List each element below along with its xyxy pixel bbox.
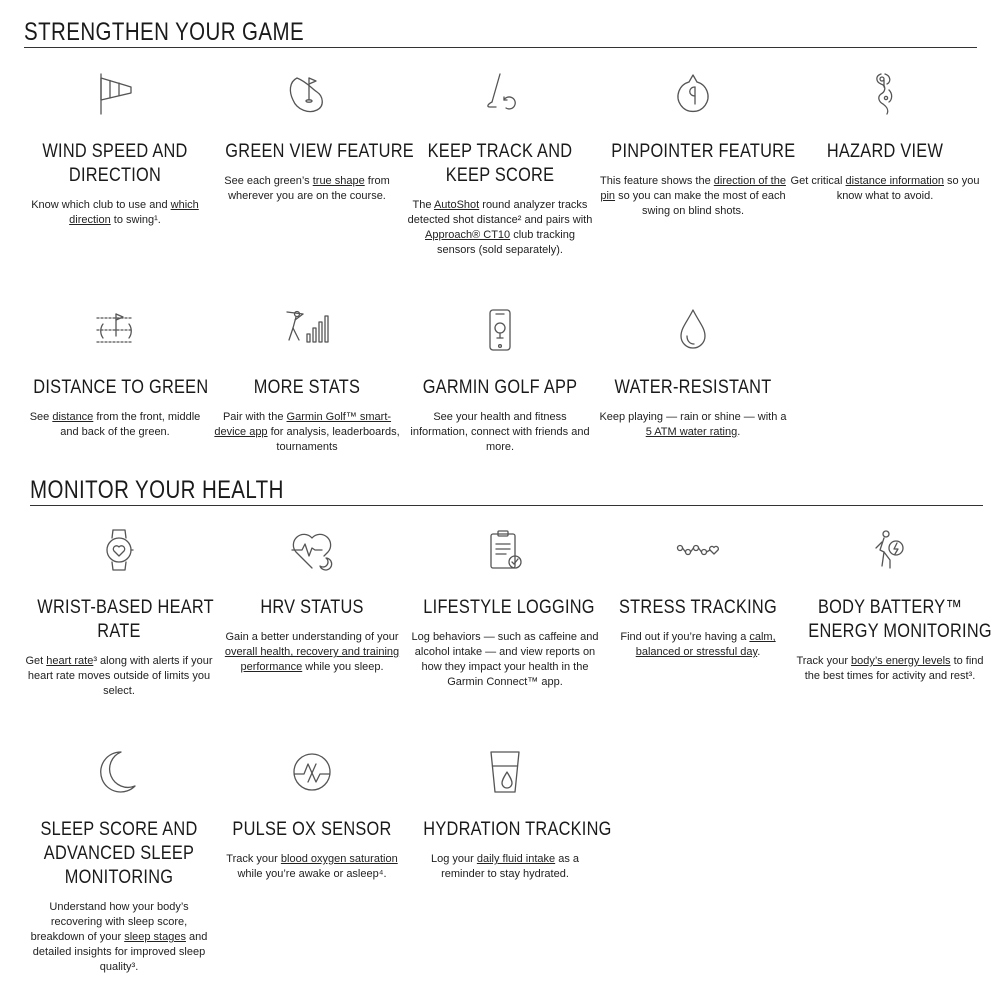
- watch-heart-icon: [95, 526, 143, 574]
- which-direction-link[interactable]: which direction: [69, 199, 199, 226]
- green-flag-icon: [283, 70, 331, 118]
- golf-club-icon: [476, 70, 524, 118]
- feature-description: Track your blood oxygen saturation while you’re awake or asleep⁴.: [226, 853, 398, 880]
- feature-water-resistant: [598, 306, 788, 440]
- autoshot-link[interactable]: AutoShot: [433, 199, 480, 211]
- hrv-heart-icon: [288, 526, 336, 574]
- feature-wind-speed: [20, 70, 210, 228]
- section-title: STRENGTHEN YOUR GAME: [24, 18, 305, 46]
- feature-title: WRIST-BASED HEART RATE: [37, 597, 214, 642]
- feature-distance-to-green: [20, 306, 210, 440]
- true-shape-link[interactable]: true shape: [312, 175, 365, 187]
- feature-description: Get heart rate³ along with alerts if your heart rate moves outside of limits you select.: [25, 655, 213, 697]
- feature-title: WIND SPEED AND DIRECTION: [42, 141, 188, 186]
- feature-green-view: [212, 70, 414, 204]
- stress-wave-icon: [674, 526, 722, 574]
- feature-pinpointer: [598, 70, 796, 219]
- feature-description: Gain a better understanding of your overall health, recovery and training performance while you sleep.: [224, 631, 400, 673]
- direction-of-pin-link[interactable]: direction of the pin: [600, 175, 786, 202]
- distance-link[interactable]: distance: [52, 411, 94, 423]
- windsock-icon: [91, 70, 139, 118]
- feature-title: WATER-RESISTANT: [614, 377, 772, 398]
- feature-description: Track your body’s energy levels to find the best times for activity and rest³.: [796, 655, 984, 682]
- feature-description: Log your daily fluid intake as a reminder to stay hydrated.: [430, 853, 579, 880]
- blood-oxygen-link[interactable]: blood oxygen saturation: [280, 853, 398, 865]
- feature-description: Understand how your body’s recovering with sleep score, breakdown of your sleep stages and detailed insights for improved sleep quality³.: [30, 901, 208, 973]
- body-battery-icon: [866, 526, 914, 574]
- feature-wrist-heart-rate: [24, 526, 214, 699]
- body-energy-link[interactable]: body’s energy levels: [851, 655, 951, 667]
- water-drop-icon: [669, 306, 717, 354]
- feature-more-stats: [212, 306, 402, 455]
- heart-rate-link[interactable]: heart rate: [46, 655, 94, 667]
- calm-balanced-link[interactable]: calm, balanced or stressful day: [635, 631, 776, 658]
- hazard-icon: [861, 70, 909, 118]
- feature-description: Pair with the Garmin Golf™ smart-device app for analysis, leaderboards, tournaments: [214, 411, 400, 453]
- feature-title: HRV STATUS: [260, 597, 364, 618]
- moon-icon: [95, 748, 143, 796]
- overall-health-link[interactable]: overall health, recovery and training performance: [224, 646, 400, 673]
- feature-title: LIFESTYLE LOGGING: [423, 597, 595, 618]
- section-header-strengthen: [24, 12, 977, 48]
- feature-title: BODY BATTERY™ ENERGY MONITORING: [808, 597, 992, 642]
- water-rating-link[interactable]: 5 ATM water rating: [645, 426, 738, 438]
- distance-green-icon: [91, 306, 139, 354]
- feature-title: SLEEP SCORE AND ADVANCED SLEEP MONITORING: [40, 819, 198, 888]
- feature-hrv-status: [217, 526, 407, 675]
- feature-sleep-score: [24, 748, 214, 975]
- water-glass-icon: [481, 748, 529, 796]
- feature-body-battery: [795, 526, 992, 684]
- feature-description: Log behaviors — such as caffeine and alcohol intake — and view reports on how they impact your health in the Garmin Connect™ app.: [411, 631, 599, 688]
- garmin-golf-app-link[interactable]: Garmin Golf™ smart-device app: [214, 411, 392, 438]
- feature-description: See your health and fitness information, connect with friends and more.: [410, 411, 590, 453]
- feature-description: Get critical distance information so you know what to avoid.: [790, 175, 980, 202]
- feature-title: PULSE OX SENSOR: [232, 819, 392, 840]
- pulse-ox-icon: [288, 748, 336, 796]
- feature-hydration: [410, 748, 612, 882]
- feature-description: Find out if you’re having a calm, balanced or stressful day.: [620, 631, 776, 658]
- clipboard-icon: [481, 526, 529, 574]
- feature-lifestyle-logging: [410, 526, 600, 690]
- section-title: MONITOR YOUR HEALTH: [30, 476, 284, 504]
- feature-title: MORE STATS: [253, 377, 361, 398]
- feature-description: The AutoShot round analyzer tracks detected shot distance² and pairs with Approach® CT10 club tracking sensors (sold separately).: [407, 199, 593, 256]
- section-header-health: [30, 472, 983, 506]
- feature-title: GARMIN GOLF APP: [422, 377, 578, 398]
- feature-title: HAZARD VIEW: [826, 141, 944, 162]
- distance-information-link[interactable]: distance information: [845, 175, 944, 187]
- feature-description: See each green’s true shape from wherever you are on the course.: [224, 175, 390, 202]
- phone-golf-icon: [476, 306, 524, 354]
- golfer-stats-icon: [283, 306, 331, 354]
- feature-stress-tracking: [603, 526, 793, 660]
- feature-title: GREEN VIEW FEATURE: [225, 141, 414, 162]
- feature-description: Keep playing — rain or shine — with a 5 ATM water rating.: [599, 411, 787, 438]
- feature-title: STRESS TRACKING: [619, 597, 777, 618]
- feature-description: See distance from the front, middle and back of the green.: [29, 411, 201, 438]
- feature-description: Know which club to use and which direction to swing¹.: [31, 199, 199, 226]
- feature-pulse-ox: [217, 748, 407, 882]
- feature-title: HYDRATION TRACKING: [423, 819, 612, 840]
- feature-keep-score: [405, 70, 595, 258]
- sleep-stages-link[interactable]: sleep stages: [124, 931, 186, 943]
- feature-title: KEEP TRACK AND KEEP SCORE: [427, 141, 573, 186]
- feature-title: PINPOINTER FEATURE: [611, 141, 796, 162]
- feature-title: DISTANCE TO GREEN: [33, 377, 209, 398]
- feature-garmin-golf-app: [405, 306, 595, 455]
- daily-fluid-link[interactable]: daily fluid intake: [476, 853, 556, 865]
- feature-hazard-view: [790, 70, 980, 204]
- feature-description: This feature shows the direction of the pin so you can make the most of each swing on blind shots.: [600, 175, 786, 217]
- pinpointer-icon: [669, 70, 717, 118]
- approach-ct10-link[interactable]: Approach® CT10: [425, 229, 511, 241]
